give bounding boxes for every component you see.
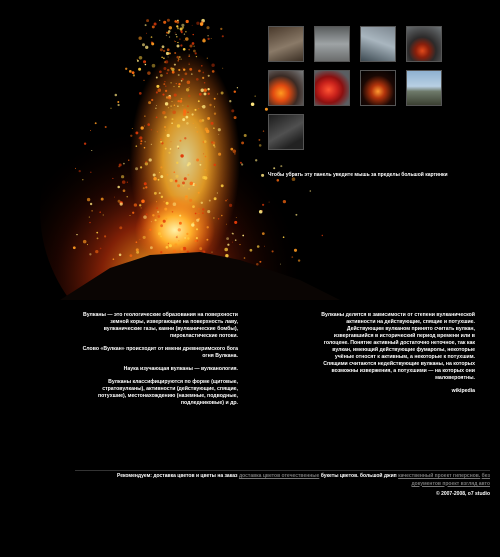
dark-lava-rock-thumbnail[interactable] — [268, 114, 304, 150]
volcano-description-left — [78, 312, 238, 413]
copyright-text: © 2007-2008, o7 studio — [436, 491, 490, 497]
grey-lava-field-thumbnail[interactable] — [314, 26, 350, 62]
volcano-description-right — [318, 312, 475, 395]
footer-text: букеты цветов. большой джип — [320, 473, 397, 479]
night-eruption-thumbnail[interactable] — [360, 70, 396, 106]
volcano-sky-thumbnail[interactable] — [406, 70, 442, 106]
footer-recommendations — [105, 473, 490, 488]
paragraph: Вулканы — это геологические образования на поверхности земной коры, извергающие на поверхность лаву, вулканические газы, камни (вулканические бомбы), пирокластические потоки. — [82, 312, 238, 340]
paragraph: Слово «Вулкан» происходит от имени древнеримского бога огня Вулкана. — [82, 346, 238, 360]
red-lava-thumbnail[interactable] — [314, 70, 350, 106]
source-credit: wikipedia — [451, 388, 475, 395]
lava-flow-orange-thumbnail[interactable] — [268, 70, 304, 106]
footer-link[interactable]: доставка цветов отечественные — [238, 473, 320, 479]
paragraph: Вулканы классифицируются по форме (щитовые, стратовулканы), активности (действующие, спящие, потухшие), местонахождению (наземные, подводные, подледниковые) и др. — [97, 379, 238, 407]
footer-divider — [75, 470, 490, 471]
footer-link[interactable]: без документов проект взгляд авто — [411, 473, 490, 487]
paragraph: Вулканы делятся в зависимости от степени вулканической активности на действующие, спящие и потухшие. Действующим вулканом принято считать вулкан, извергавшийся в исторический период времени или в голоцене. Понятие активный достаточно неточное, так как вулкан, имеющий действующие фумаролы, некоторые учёные относят к активным, а некоторые к потухшим. Спящими считаются недействующие вулканы, на которых возможны извержения, а потухшими — на которых они маловероятны. — [321, 312, 475, 382]
footer-text: Рекомендуем: доставка цветов и цветы на заказ — [117, 473, 238, 479]
paragraph: Наука изучающая вулканы — вулканология. — [123, 366, 238, 373]
panel-hint-text: Чтобы убрать эту панель уведите мышь за пределы большой картинки — [268, 172, 448, 178]
volcano-crater-rock-thumbnail[interactable] — [268, 26, 304, 62]
footer-link[interactable]: качественный проект гиперснов. — [398, 473, 481, 479]
thumbnail-gallery — [268, 26, 448, 150]
volcanic-steam-thumbnail[interactable] — [360, 26, 396, 62]
lava-lake-thumbnail[interactable] — [406, 26, 442, 62]
